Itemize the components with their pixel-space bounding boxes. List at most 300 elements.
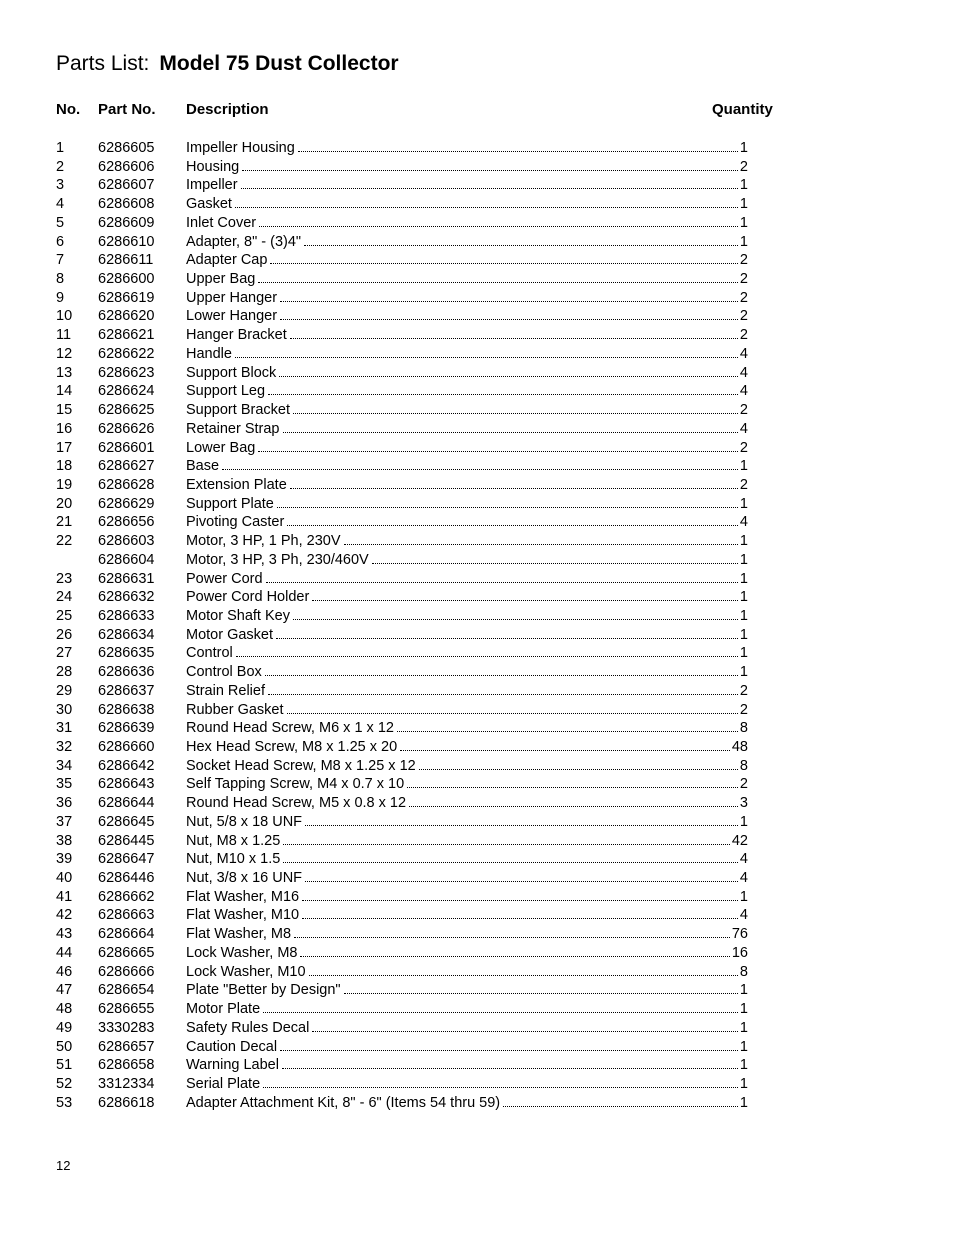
- row-description: [186, 588, 748, 607]
- dot-leader: [277, 507, 738, 508]
- description-text: Lower Hanger: [186, 308, 278, 325]
- description-text: Rubber Gasket: [186, 701, 284, 718]
- quantity-value: 4: [739, 870, 748, 887]
- part-number: 6286611: [98, 252, 154, 269]
- dot-leader: [258, 451, 738, 452]
- row-number: 22: [56, 533, 73, 550]
- part-number: 6286627: [98, 458, 155, 475]
- table-row: [0, 925, 954, 944]
- row-description: [186, 644, 748, 663]
- quantity-value: 76: [731, 926, 748, 943]
- part-number: 6286644: [98, 795, 155, 812]
- quantity-value: 1: [739, 813, 748, 830]
- dot-leader: [276, 638, 738, 639]
- table-row: [0, 869, 954, 888]
- table-row: [0, 757, 954, 776]
- row-description: [186, 701, 748, 720]
- dot-leader: [290, 338, 738, 339]
- quantity-value: 2: [739, 327, 748, 344]
- part-number: 3312334: [98, 1075, 155, 1092]
- quantity-value: 2: [739, 776, 748, 793]
- table-row: [0, 495, 954, 514]
- row-description: [186, 457, 748, 476]
- part-number: 6286665: [98, 944, 155, 961]
- quantity-value: 4: [739, 345, 748, 362]
- dot-leader: [419, 769, 738, 770]
- quantity-value: 1: [739, 1001, 748, 1018]
- quantity-value: 1: [739, 1094, 748, 1111]
- row-description: [186, 981, 748, 1000]
- dot-leader: [235, 207, 738, 208]
- quantity-value: 4: [739, 907, 748, 924]
- table-row: [0, 570, 954, 589]
- dot-leader: [266, 582, 738, 583]
- description-text: Hanger Bracket: [186, 327, 287, 344]
- table-row: [0, 832, 954, 851]
- table-row: [0, 382, 954, 401]
- part-number: 6286638: [98, 701, 155, 718]
- part-number: 6286607: [98, 177, 155, 194]
- dot-leader: [242, 170, 738, 171]
- header-quantity: Quantity: [712, 101, 773, 118]
- dot-leader: [312, 1031, 738, 1032]
- quantity-value: 1: [739, 1075, 748, 1092]
- part-number: 6286446: [98, 870, 155, 887]
- description-text: Support Bracket: [186, 402, 290, 419]
- row-number: 32: [56, 739, 73, 755]
- row-description: [186, 869, 748, 888]
- row-number: 29: [56, 682, 73, 699]
- row-number: 8: [56, 271, 65, 288]
- row-number: 11: [56, 327, 72, 344]
- row-description: [186, 382, 748, 401]
- part-number: 6286605: [98, 140, 155, 156]
- description-text: Self Tapping Screw, M4 x 0.7 x 10: [186, 776, 405, 793]
- description-text: Motor Shaft Key: [186, 607, 290, 624]
- row-number: 49: [56, 1019, 73, 1036]
- quantity-value: 1: [739, 1038, 748, 1055]
- part-number: 6286635: [98, 645, 155, 662]
- page-title: [56, 52, 399, 76]
- header-no: No.: [56, 101, 81, 118]
- description-text: Lock Washer, M10: [186, 963, 306, 980]
- row-number: 4: [56, 196, 65, 213]
- quantity-value: 1: [739, 607, 748, 624]
- row-number: 17: [56, 439, 73, 456]
- row-description: [186, 495, 748, 514]
- part-number: 6286662: [98, 888, 155, 905]
- quantity-value: 1: [739, 645, 748, 662]
- row-number: 53: [56, 1094, 73, 1111]
- description-text: Motor, 3 HP, 3 Ph, 230/460V: [186, 551, 369, 568]
- row-description: [186, 195, 748, 214]
- quantity-value: 2: [739, 476, 748, 493]
- description-text: Flat Washer, M10: [186, 907, 300, 924]
- part-number: 6286657: [98, 1038, 155, 1055]
- dot-leader: [270, 263, 738, 264]
- row-description: [186, 270, 748, 289]
- part-number: 6286636: [98, 664, 155, 681]
- row-description: [186, 607, 748, 626]
- dot-leader: [302, 900, 738, 901]
- row-number: 36: [56, 795, 73, 812]
- dot-leader: [222, 469, 738, 470]
- table-row: [0, 251, 954, 270]
- quantity-value: 1: [739, 888, 748, 905]
- row-description: [186, 626, 748, 645]
- table-row: [0, 326, 954, 345]
- table-row: [0, 513, 954, 532]
- row-number: 14: [56, 383, 73, 400]
- row-number: 15: [56, 402, 73, 419]
- quantity-value: 3: [739, 795, 748, 812]
- quantity-value: 2: [739, 682, 748, 699]
- description-text: Impeller Housing: [186, 140, 295, 156]
- description-text: Caution Decal: [186, 1038, 278, 1055]
- row-description: [186, 439, 748, 458]
- part-number: 6286621: [98, 327, 155, 344]
- table-row: [0, 307, 954, 326]
- table-row: [0, 738, 954, 757]
- quantity-value: 8: [739, 720, 748, 737]
- row-description: [186, 307, 748, 326]
- dot-leader: [503, 1106, 738, 1107]
- dot-leader: [236, 656, 738, 657]
- description-text: Nut, 3/8 x 16 UNF: [186, 870, 303, 887]
- row-number: 41: [56, 888, 73, 905]
- part-number: 6286601: [98, 439, 155, 456]
- part-number: 6286663: [98, 907, 155, 924]
- row-description: [186, 345, 748, 364]
- row-description: [186, 963, 748, 982]
- row-description: [186, 719, 748, 738]
- description-text: Motor, 3 HP, 1 Ph, 230V: [186, 533, 341, 550]
- row-description: [186, 757, 748, 776]
- table-row: [0, 944, 954, 963]
- dot-leader: [300, 956, 729, 957]
- quantity-value: 1: [739, 233, 748, 250]
- quantity-value: 2: [739, 701, 748, 718]
- dot-leader: [344, 993, 738, 994]
- table-row: [0, 289, 954, 308]
- description-text: Strain Relief: [186, 682, 265, 699]
- description-text: Flat Washer, M16: [186, 888, 300, 905]
- row-description: [186, 139, 748, 158]
- row-description: [186, 682, 748, 701]
- dot-leader: [400, 750, 730, 751]
- table-row: [0, 850, 954, 869]
- dot-leader: [298, 151, 738, 152]
- table-row: [0, 420, 954, 439]
- dot-leader: [241, 188, 738, 189]
- row-number: 10: [56, 308, 73, 325]
- row-description: [186, 214, 748, 233]
- quantity-value: 1: [739, 664, 748, 681]
- table-row: [0, 476, 954, 495]
- description-text: Support Leg: [186, 383, 266, 400]
- row-number: 19: [56, 476, 73, 493]
- description-text: Handle: [186, 345, 232, 362]
- part-number: 6286603: [98, 533, 155, 550]
- row-number: 48: [56, 1001, 73, 1018]
- row-number: 9: [56, 289, 65, 306]
- dot-leader: [312, 600, 738, 601]
- table-row: [0, 588, 954, 607]
- description-text: Upper Bag: [186, 271, 256, 288]
- dot-leader: [305, 881, 738, 882]
- dot-leader: [287, 525, 738, 526]
- row-description: [186, 850, 748, 869]
- quantity-value: 1: [739, 196, 748, 213]
- row-description: [186, 251, 748, 270]
- quantity-value: 1: [739, 533, 748, 550]
- row-description: [186, 513, 748, 532]
- row-description: [186, 176, 748, 195]
- row-number: 21: [56, 514, 73, 531]
- part-number: 6286631: [98, 570, 155, 587]
- row-description: [186, 1000, 748, 1019]
- table-row: [0, 532, 954, 551]
- part-number: 6286647: [98, 851, 155, 868]
- dot-leader: [235, 357, 738, 358]
- quantity-value: 1: [739, 982, 748, 999]
- description-text: Plate "Better by Design": [186, 982, 341, 999]
- quantity-value: 4: [739, 851, 748, 868]
- description-text: Extension Plate: [186, 476, 287, 493]
- dot-leader: [280, 301, 738, 302]
- row-number: 37: [56, 813, 73, 830]
- table-row: [0, 775, 954, 794]
- description-text: Warning Label: [186, 1057, 279, 1074]
- part-number: 6286618: [98, 1094, 155, 1111]
- table-row: [0, 176, 954, 195]
- dot-leader: [293, 413, 738, 414]
- row-number: 28: [56, 664, 73, 681]
- row-description: [186, 476, 748, 495]
- description-text: Power Cord Holder: [186, 589, 310, 606]
- part-number: 6286666: [98, 963, 155, 980]
- table-row: [0, 195, 954, 214]
- part-number: 6286660: [98, 739, 155, 755]
- row-number: 34: [56, 757, 73, 774]
- table-row: [0, 906, 954, 925]
- quantity-value: 2: [739, 289, 748, 306]
- quantity-value: 2: [739, 439, 748, 456]
- row-number: 38: [56, 832, 73, 849]
- row-description: [186, 1075, 748, 1094]
- dot-leader: [282, 1068, 738, 1069]
- quantity-value: 48: [731, 739, 748, 755]
- dot-leader: [397, 731, 738, 732]
- quantity-value: 8: [739, 757, 748, 774]
- row-description: [186, 794, 748, 813]
- quantity-value: 2: [739, 271, 748, 288]
- row-number: 25: [56, 607, 73, 624]
- dot-leader: [372, 563, 738, 564]
- part-number: 6286606: [98, 158, 155, 175]
- quantity-value: 2: [739, 308, 748, 325]
- part-number: 6286623: [98, 364, 155, 381]
- row-description: [186, 925, 748, 944]
- quantity-value: 4: [739, 420, 748, 437]
- dot-leader: [407, 787, 738, 788]
- description-text: Power Cord: [186, 570, 263, 587]
- description-text: Flat Washer, M8: [186, 926, 292, 943]
- row-description: [186, 663, 748, 682]
- part-number: 6286608: [98, 196, 155, 213]
- row-number: 50: [56, 1038, 73, 1055]
- part-number: 6286632: [98, 589, 155, 606]
- row-number: 51: [56, 1057, 73, 1074]
- table-row: [0, 158, 954, 177]
- table-row: [0, 963, 954, 982]
- quantity-value: 1: [739, 589, 748, 606]
- part-number: 6286610: [98, 233, 155, 250]
- dot-leader: [302, 918, 738, 919]
- part-number: 6286604: [98, 551, 155, 568]
- description-text: Support Plate: [186, 495, 274, 512]
- quantity-value: 1: [739, 626, 748, 643]
- description-text: Pivoting Caster: [186, 514, 285, 531]
- part-number: 6286622: [98, 345, 155, 362]
- description-text: Lower Bag: [186, 439, 256, 456]
- quantity-value: 1: [739, 140, 748, 156]
- row-number: 47: [56, 982, 73, 999]
- row-number: 39: [56, 851, 73, 868]
- row-description: [186, 738, 748, 757]
- title-model: Model 75 Dust Collector: [159, 52, 399, 75]
- part-number: 6286645: [98, 813, 155, 830]
- dot-leader: [293, 619, 738, 620]
- quantity-value: 2: [739, 252, 748, 269]
- table-row: [0, 551, 954, 570]
- part-number: 6286642: [98, 757, 155, 774]
- table-row: [0, 214, 954, 233]
- part-number: 6286624: [98, 383, 155, 400]
- part-number: 6286656: [98, 514, 155, 531]
- part-number: 6286619: [98, 289, 155, 306]
- dot-leader: [283, 432, 738, 433]
- row-number: 27: [56, 645, 73, 662]
- table-row: [0, 1038, 954, 1057]
- description-text: Motor Gasket: [186, 626, 274, 643]
- page-number: 12: [56, 1158, 71, 1173]
- row-number: 26: [56, 626, 73, 643]
- description-text: Inlet Cover: [186, 214, 257, 231]
- description-text: Safety Rules Decal: [186, 1019, 310, 1036]
- row-number: 30: [56, 701, 73, 718]
- quantity-value: 4: [739, 514, 748, 531]
- row-number: 43: [56, 926, 73, 943]
- description-text: Round Head Screw, M6 x 1 x 12: [186, 720, 394, 737]
- dot-leader: [268, 394, 738, 395]
- row-number: 2: [56, 158, 65, 175]
- table-row: [0, 888, 954, 907]
- description-text: Hex Head Screw, M8 x 1.25 x 20: [186, 739, 398, 755]
- part-number: 6286633: [98, 607, 155, 624]
- description-text: Nut, M8 x 1.25: [186, 832, 281, 849]
- row-number: 46: [56, 963, 73, 980]
- part-number: 6286620: [98, 308, 155, 325]
- row-number: 20: [56, 495, 73, 512]
- description-text: Housing: [186, 158, 240, 175]
- quantity-value: 4: [739, 383, 748, 400]
- quantity-value: 4: [739, 364, 748, 381]
- dot-leader: [263, 1087, 738, 1088]
- row-description: [186, 1094, 748, 1113]
- quantity-value: 16: [731, 944, 748, 961]
- table-row: [0, 1075, 954, 1094]
- table-row: [0, 1056, 954, 1075]
- row-description: [186, 326, 748, 345]
- row-description: [186, 944, 748, 963]
- dot-leader: [263, 1012, 738, 1013]
- row-description: [186, 401, 748, 420]
- part-number: 6286634: [98, 626, 155, 643]
- row-number: 3: [56, 177, 65, 194]
- row-description: [186, 1056, 748, 1075]
- row-description: [186, 364, 748, 383]
- part-number: 3330283: [98, 1019, 155, 1036]
- row-number: 44: [56, 944, 73, 961]
- header-description: Description: [186, 101, 269, 118]
- description-text: Control Box: [186, 664, 262, 681]
- description-text: Serial Plate: [186, 1075, 261, 1092]
- table-row: [0, 233, 954, 252]
- title-prefix: Parts List:: [56, 52, 150, 75]
- quantity-value: 1: [739, 177, 748, 194]
- description-text: Impeller: [186, 177, 238, 194]
- row-number: 6: [56, 233, 65, 250]
- header-part-no: Part No.: [98, 101, 156, 118]
- row-number: 7: [56, 252, 65, 269]
- quantity-value: 2: [739, 158, 748, 175]
- table-row: [0, 1019, 954, 1038]
- part-number: 6286658: [98, 1057, 155, 1074]
- dot-leader: [280, 1050, 738, 1051]
- dot-leader: [283, 862, 738, 863]
- description-text: Socket Head Screw, M8 x 1.25 x 12: [186, 757, 416, 774]
- part-number: 6286628: [98, 476, 155, 493]
- table-row: [0, 364, 954, 383]
- table-row: [0, 401, 954, 420]
- quantity-value: 1: [739, 495, 748, 512]
- row-number: 13: [56, 364, 73, 381]
- part-number: 6286629: [98, 495, 155, 512]
- part-number: 6286664: [98, 926, 155, 943]
- row-description: [186, 570, 748, 589]
- row-description: [186, 813, 748, 832]
- row-description: [186, 775, 748, 794]
- dot-leader: [259, 226, 738, 227]
- dot-leader: [409, 806, 738, 807]
- dot-leader: [280, 319, 738, 320]
- row-description: [186, 289, 748, 308]
- dot-leader: [305, 825, 738, 826]
- table-row: [0, 663, 954, 682]
- description-text: Base: [186, 458, 220, 475]
- row-number: 16: [56, 420, 73, 437]
- dot-leader: [344, 544, 738, 545]
- description-text: Adapter, 8" - (3)4": [186, 233, 302, 250]
- quantity-value: 1: [739, 551, 748, 568]
- table-row: [0, 644, 954, 663]
- table-row: [0, 270, 954, 289]
- table-row: [0, 139, 954, 158]
- dot-leader: [304, 245, 738, 246]
- part-number: 6286609: [98, 214, 155, 231]
- table-row: [0, 439, 954, 458]
